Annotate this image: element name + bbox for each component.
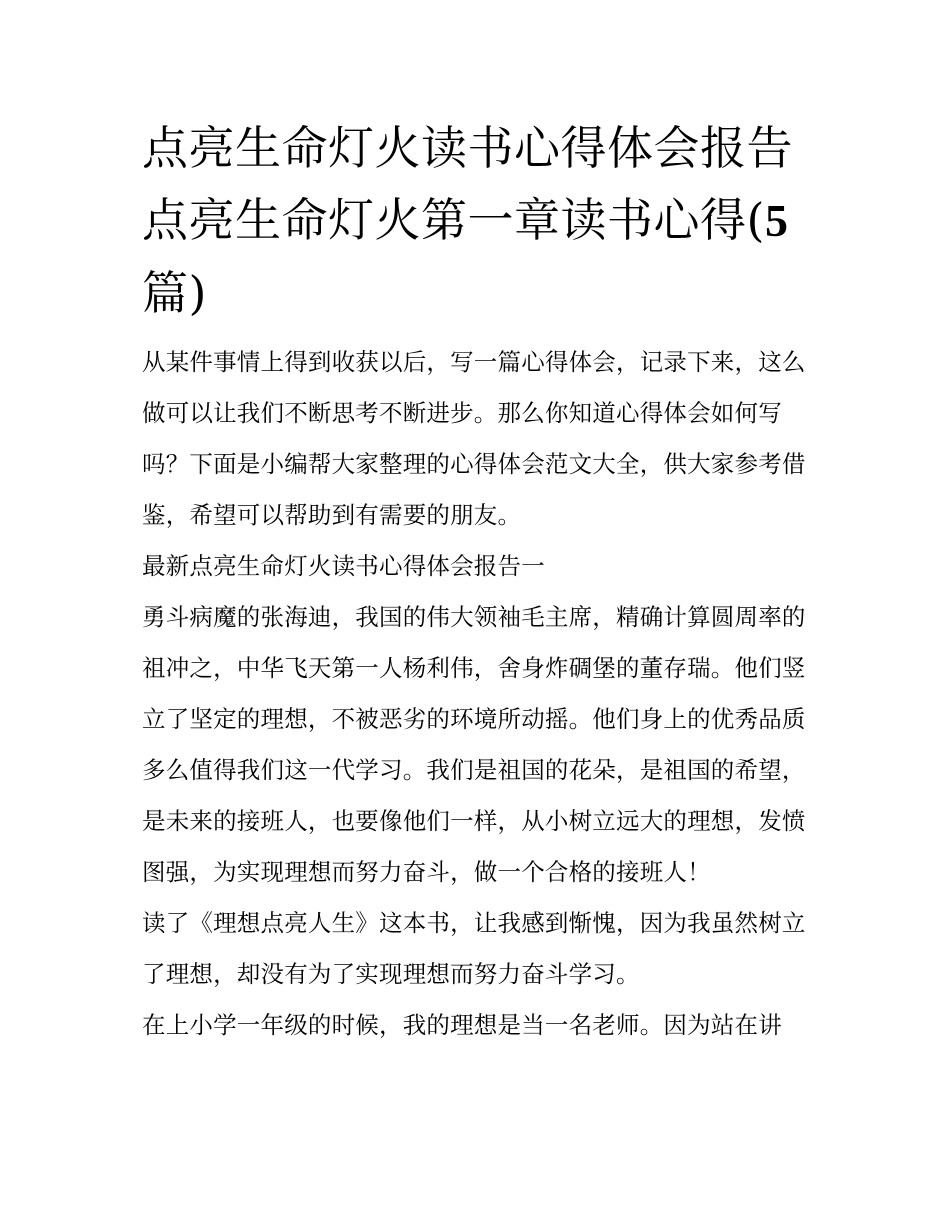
intro-paragraph: 从某件事情上得到收获以后，写一篇心得体会，记录下来，这么做可以让我们不断思考不断进步。那么你知道心得体会如何写吗？下面是小编帮大家整理的心得体会范文大全，供大家参考借鉴，希望可以帮助到有需要的朋友。 xyxy=(142,348,806,529)
body-paragraph: 勇斗病魔的张海迪，我国的伟大领袖毛主席，精确计算圆周率的祖冲之，中华飞天第一人杨利伟，舍身炸碉堡的董存瑞。他们竖立了坚定的理想，不被恶劣的环境所动摇。他们身上的优秀品质多么值得我们这一代学习。我们是祖国的花朵，是祖国的希望，是未来的接班人，也要像他们一样，从小树立远大的理想，发愤图强，为实现理想而努力奋斗，做一个合格的接班人！ xyxy=(142,603,806,886)
body-paragraph: 在上小学一年级的时候，我的理想是当一名老师。因为站在讲 xyxy=(142,1011,782,1039)
body-paragraph: 读了《理想点亮人生》这本书，让我感到惭愧，因为我虽然树立了理想，却没有为了实现理想而努力奋斗学习。 xyxy=(142,909,806,988)
document-content xyxy=(142,112,817,1051)
section-heading: 最新点亮生命灯火读书心得体会报告一 xyxy=(142,552,545,580)
title-suffix: 篇) xyxy=(142,266,207,320)
document-title xyxy=(142,112,817,329)
title-number: 5 xyxy=(764,195,789,246)
title-prefix: 点亮生命灯火读书心得体会报告 点亮生命灯火第一章读书心得( xyxy=(142,121,793,247)
